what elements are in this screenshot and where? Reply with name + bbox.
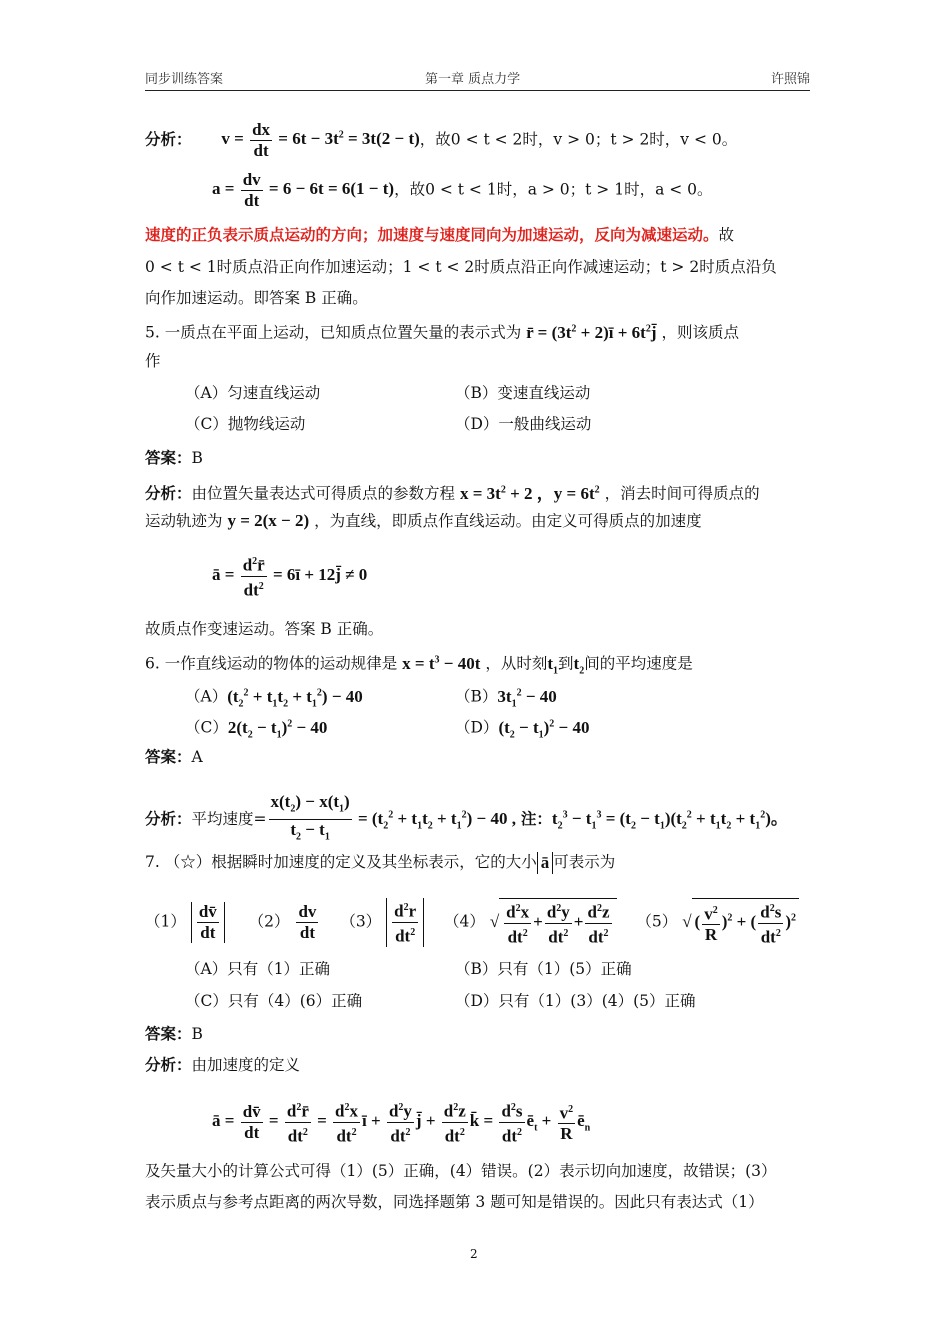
q5-conclusion: 故质点作变速运动。答案 B 正确。 [145,620,384,638]
q6-option-d: $(D)(t_2 - t_1)^2 - 40$ [455,717,590,741]
q6-option-a: $(A)(t_2^2 + t_1t_2 + t_1^2) - 40$ [185,686,363,710]
header-left: 同步训练答案 [145,72,224,87]
q5-stem: 5. 一质点在平面上运动，已知质点位置矢量的表示式为 r̄ = ($3t^2$ + 2)ī + $6t^2j̄$ ，则该质点 [145,322,739,342]
q5-acceleration-formula: ā = $\frac{d^2r̄}{dt^2}$ = 6ī + 12j̄ ≠ 0 [212,552,367,600]
q7-stem: 7. （☆）根据瞬时加速度的定义及其坐标表示，它的大小 ā 可表示为 [145,853,616,872]
q7-answer: 答案：B [145,1024,203,1043]
a-formula: a = $\frac{dv}{dt}$ = 6 − 6t = 6(1 − t) [212,170,395,210]
q5-option-b: （B）变速直线运动 [455,384,591,402]
q7-acceleration-definition: ā = $\frac{dv̄}{dt}$ = $\frac{d^2r̄}{dt^2}$ = $\frac{d^2x}{dt^2}$ ī + $\frac{d^2y}{dt^2}$ j̄ + $\frac{d^2z}{dt^2}$ k̄ = $\frac{d^2s}{dt^2}$ $ē_t$ + $\frac{v^2}{R}$ $ē_n$ [212,1098,590,1146]
page-header [145,66,810,91]
q5-answer: 答案：B [145,448,203,467]
q5-option-c: （C）抛物线运动 [185,415,306,433]
q7-option-b: （B）只有（1）(5）正确 [455,960,632,978]
q7-analysis-1: 分析：由加速度的定义 [145,1055,301,1074]
q7-option-d: （D）只有（1）(3）(4）(5）正确 [455,992,696,1010]
q4-conclusion-3: 向作加速运动。即答案 B 正确。 [145,289,368,307]
q4-analysis-v: 分析： v = $\frac{dx}{dt}$ = $6t - 3t^2 = 3t(2 - t)$，故0 < t < 2时，v > 0；t > 2时，v < 0。 [145,120,738,160]
q4-conclusion-1: 速度的正负表示质点运动的方向；加速度与速度同向为加速运动，反向为减速运动。故 [145,225,735,244]
q5-stem-2: 作 [145,352,161,370]
q5-analysis-1: 分析：由位置矢量表达式可得质点的参数方程 $x = 3t^2 + 2$ ，$y = 6t^2$ ，消去时间可得质点的 [145,483,760,503]
q7-option-a: （A）只有（1）正确 [185,960,331,978]
q5-option-d: （D）一般曲线运动 [455,415,592,433]
header-right: 许照锦 [770,72,810,87]
q5-analysis-2: 运动轨迹为 y = 2(x − 2) ，为直线，即质点作直线运动。由定义可得质点的加速度 [145,511,702,530]
v-formula: v = $\frac{dx}{dt}$ = $6t - 3t^2 = 3t(2 - t)$ [221,120,420,160]
q6-option-c: $(C)2(t_2 - t_1)^2 - 40$ [185,717,328,741]
q5-option-a: （A）匀速直线运动 [185,384,321,402]
q7-analysis-3: 表示质点与参考点距离的两次导数，同选择题第 3 题可知是错误的。因此只有表达式（1） [145,1193,764,1211]
q6-stem: 6. 一作直线运动的物体的运动规律是 $x = t^3 - 40t$ ，从时刻$t_1$到$t_2$间的平均速度是 [145,653,693,677]
q7-option-c: （C）只有（4）(6）正确 [185,992,363,1010]
q7-analysis-2: 及矢量大小的计算公式可得（1）(5）正确，(4）错误。(2）表示切向加速度，故错误；(3） [145,1162,777,1180]
q6-option-b: $(B)3t_1^2 - 40$ [455,686,557,710]
header-center: 第一章 质点力学 [425,72,521,87]
q4-conclusion-2: 0 < t < 1时质点沿正向作加速运动；1 < t < 2时质点沿正向作减速运动；t > 2时质点沿负 [145,258,777,276]
q6-answer: 答案：A [145,747,203,766]
page-number: 2 [470,1247,478,1261]
q6-analysis: 分析：平均速度= $\frac{x(t_2) - x(t_1)}{t_2 - t_1}$ = $(t_2^2 + t_1t_2 + t_1^2) - 40$ , 注：$t_2^3 - t_1^3 = (t_2 - t_1)(t_2^2 + t_1t_2 + t_1^2)$。 [145,792,788,843]
q7-expressions: （1） $\frac{dv̄}{dt}$ （2） $\frac{dv}{dt}$ （3） $\frac{d^2r}{dt^2}$ （4） √ $\frac{d^2x}{dt^2}$ + $\frac{d^2y}{dt^2}$ + $\frac{d^2z}{dt^2}$ （5） √ ( $\frac{v^2}{R}$ )$^2$ + ( $\frac{d^2s}{dt^2}$ )$^2$ [145,898,799,947]
q4-analysis-a: a = $\frac{dv}{dt}$ = 6 − 6t = 6(1 − t)，故0 < t < 1时，a > 0；t > 1时，a < 0。 [212,170,713,210]
